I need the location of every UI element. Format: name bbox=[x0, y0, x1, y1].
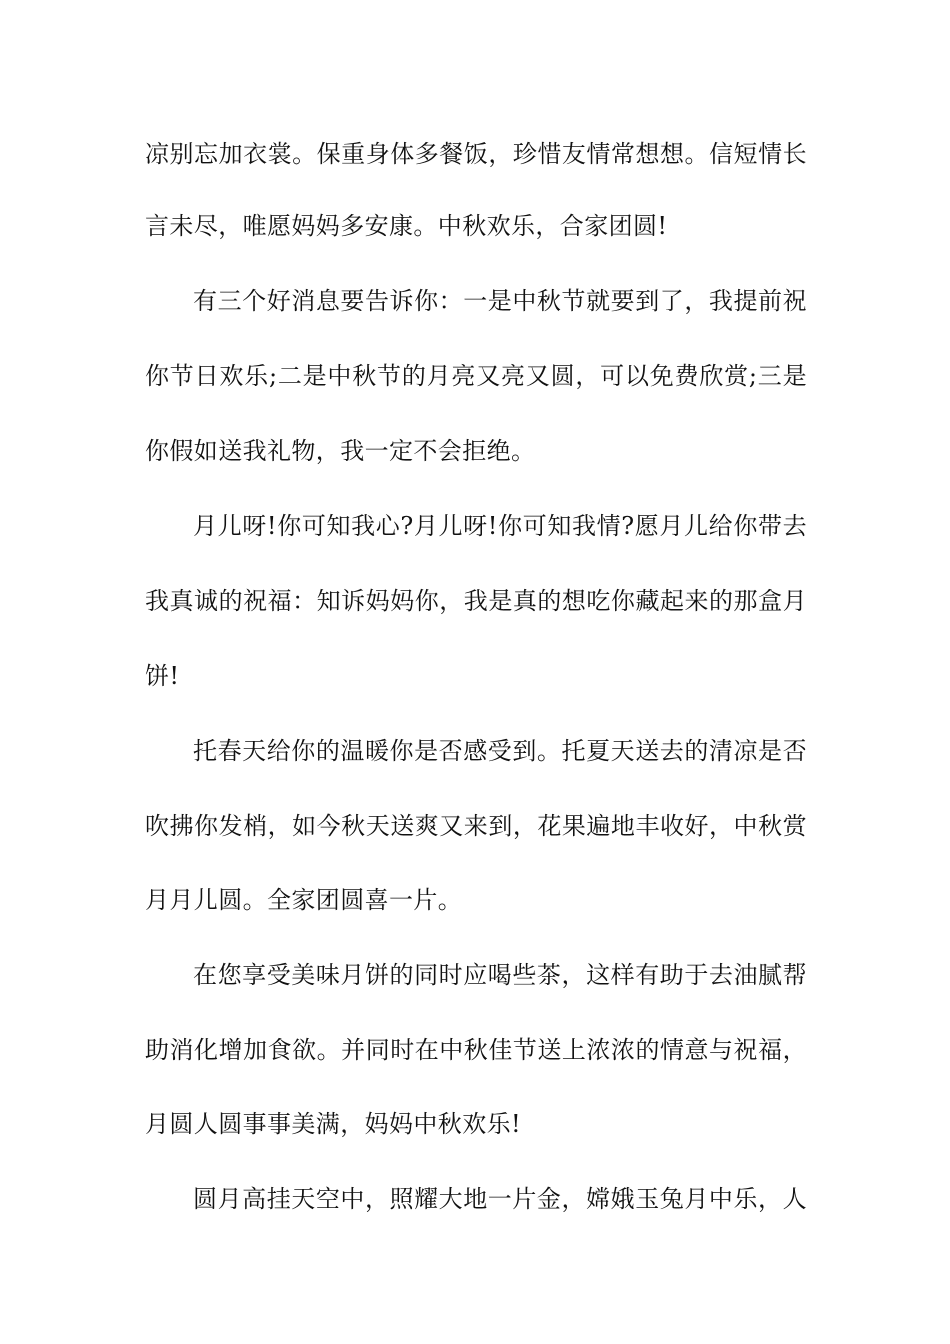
text-line: 你假如送我礼物，我一定不会拒绝。 bbox=[145, 437, 536, 465]
text-line: 言未尽，唯愿妈妈多安康。中秋欢乐，合家团圆! bbox=[145, 212, 668, 240]
paragraph-first-line: 托春天给你的温暖你是否感受到。托夏天送去的清凉是否 bbox=[193, 737, 807, 765]
paragraph-first-line: 圆月高挂天空中，照耀大地一片金，嫦娥玉兔月中乐，人 bbox=[193, 1185, 807, 1213]
text-line: 你节日欢乐;二是中秋节的月亮又亮又圆，可以免费欣赏;三是 bbox=[145, 362, 807, 390]
text-line: 凉别忘加衣裳。保重身体多餐饭，珍惜友情常想想。信短情长 bbox=[145, 140, 807, 168]
paragraph-first-line: 在您享受美味月饼的同时应喝些茶，这样有助于去油腻帮 bbox=[193, 961, 807, 989]
text-line: 吹拂你发梢，如今秋天送爽又来到，花果遍地丰收好，中秋赏 bbox=[145, 812, 807, 840]
text-line: 月月儿圆。全家团圆喜一片。 bbox=[145, 886, 463, 914]
paragraph-first-line: 月儿呀!你可知我心?月儿呀!你可知我情?愿月儿给你带去 bbox=[193, 512, 807, 540]
paragraph-first-line: 有三个好消息要告诉你：一是中秋节就要到了，我提前祝 bbox=[193, 287, 807, 315]
text-line: 饼! bbox=[145, 662, 180, 690]
text-line: 我真诚的祝福：知诉妈妈你，我是真的想吃你藏起来的那盒月 bbox=[145, 587, 807, 615]
text-line: 助消化增加食欲。并同时在中秋佳节送上浓浓的情意与祝福， bbox=[145, 1036, 807, 1064]
text-line: 月圆人圆事事美满，妈妈中秋欢乐! bbox=[145, 1110, 522, 1138]
